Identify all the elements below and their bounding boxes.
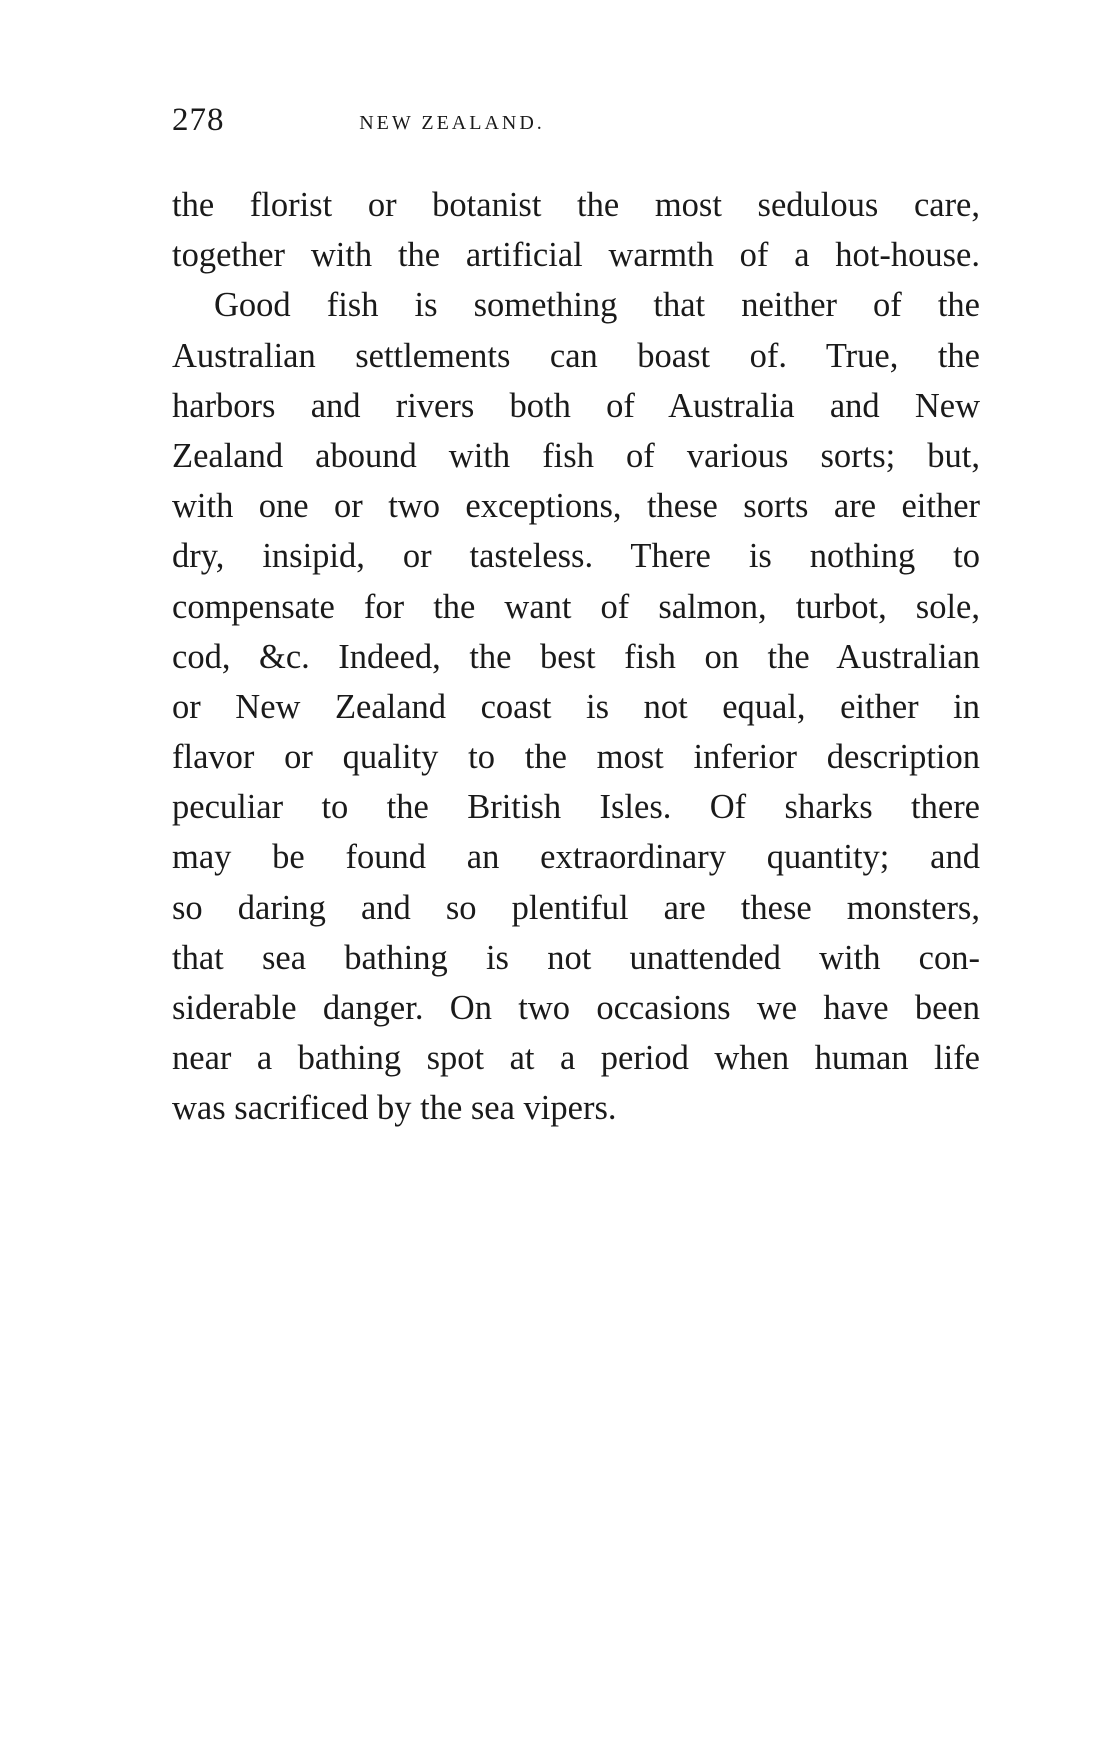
text-line: siderable danger. On two occasions we have been (172, 989, 980, 1027)
text-line: cod, &c. Indeed, the best fish on the Australian (172, 637, 980, 676)
text-line: compensate for the want of salmon, turbot, sole, (172, 587, 980, 626)
text-line: dry, insipid, or tasteless. There is nothing to (172, 537, 980, 576)
text-line: the florist or botanist the most sedulous care, (172, 186, 980, 224)
page-header (172, 100, 980, 140)
text-line: harbors and rivers both of Australia and New (172, 386, 980, 425)
text-line: near a bathing spot at a period when human life (172, 1039, 980, 1078)
text-line: so daring and so plentiful are these monsters, (172, 888, 980, 927)
text-line: or New Zealand coast is not equal, either in (172, 687, 980, 726)
text-line: Good fish is something that neither of the (214, 286, 980, 325)
page-number: 278 (172, 102, 225, 138)
running-title: NEW ZEALAND. (359, 112, 545, 134)
text-line: was sacrificed by the sea vipers. (172, 1089, 617, 1128)
text-line: Zealand abound with fish of various sorts; but, (172, 436, 980, 475)
text-line: may be found an extraordinary quantity; and (172, 838, 980, 877)
text-line: peculiar to the British Isles. Of sharks there (172, 788, 980, 827)
text-line: that sea bathing is not unattended with con- (172, 938, 980, 977)
text-line: Australian settlements can boast of. True, the (172, 336, 980, 375)
text-line: together with the artificial warmth of a hot-house. (172, 236, 980, 275)
text-line: flavor or quality to the most inferior description (172, 738, 980, 777)
text-line: with one or two exceptions, these sorts are either (172, 487, 980, 526)
body-text (172, 180, 980, 1134)
